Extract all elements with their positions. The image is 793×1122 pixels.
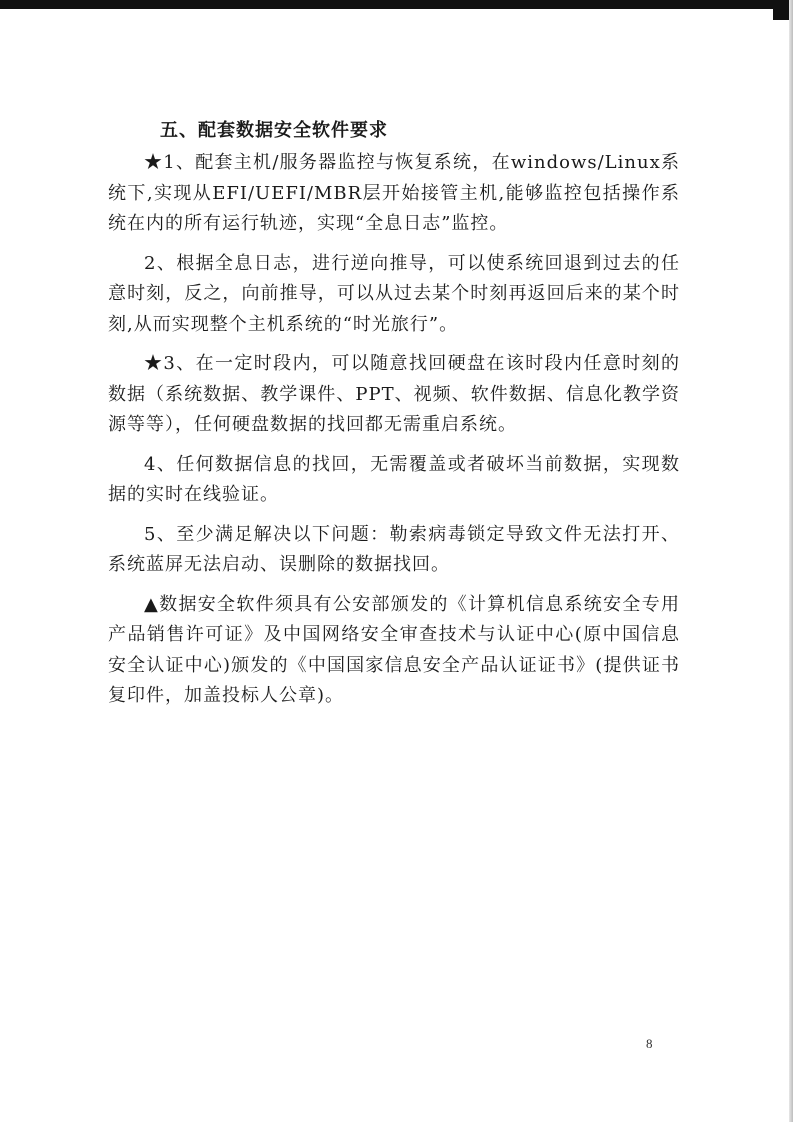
paragraph-3: ★3、在一定时段内，可以随意找回硬盘在该时段内任意时刻的数据（系统数据、教学课件、PPT、视频、软件数据、信息化教学资源等等），任何硬盘数据的找回都无需重启系统。 <box>108 353 680 435</box>
paragraph-6: ▲数据安全软件须具有公安部颁发的《计算机信息系统安全专用产品销售许可证》及中国网络安全审查技术与认证中心(原中国信息安全认证中心)颁发的《中国国家信息安全产品认证证书》(提供证书复印件，加盖投标人公章)。 <box>108 593 680 706</box>
paragraph-4: 4、任何数据信息的找回，无需覆盖或者破坏当前数据，实现数据的实时在线验证。 <box>108 453 680 505</box>
scan-right-edge <box>789 0 793 1122</box>
paragraph-5: 5、至少满足解决以下问题：勒索病毒锁定导致文件无法打开、系统蓝屏无法启动、误删除的数据找回。 <box>108 523 680 575</box>
page-number: 8 <box>646 1036 653 1051</box>
document-body <box>108 114 680 721</box>
scan-top-border <box>0 0 793 9</box>
section-heading: 五、配套数据安全软件要求 <box>160 120 388 141</box>
paragraph-2: 2、根据全息日志，进行逆向推导，可以使系统回退到过去的任意时刻，反之，向前推导，可以从过去某个时刻再返回后来的某个时刻,从而实现整个主机系统的“时光旅行”。 <box>108 252 680 335</box>
paragraph-1: ★1、配套主机/服务器监控与恢复系统，在windows/Linux系统下,实现从EFI/UEFI/MBR层开始接管主机,能够监控包括操作系统在内的所有运行轨迹，实现“全息日志”监控。 <box>108 152 680 234</box>
